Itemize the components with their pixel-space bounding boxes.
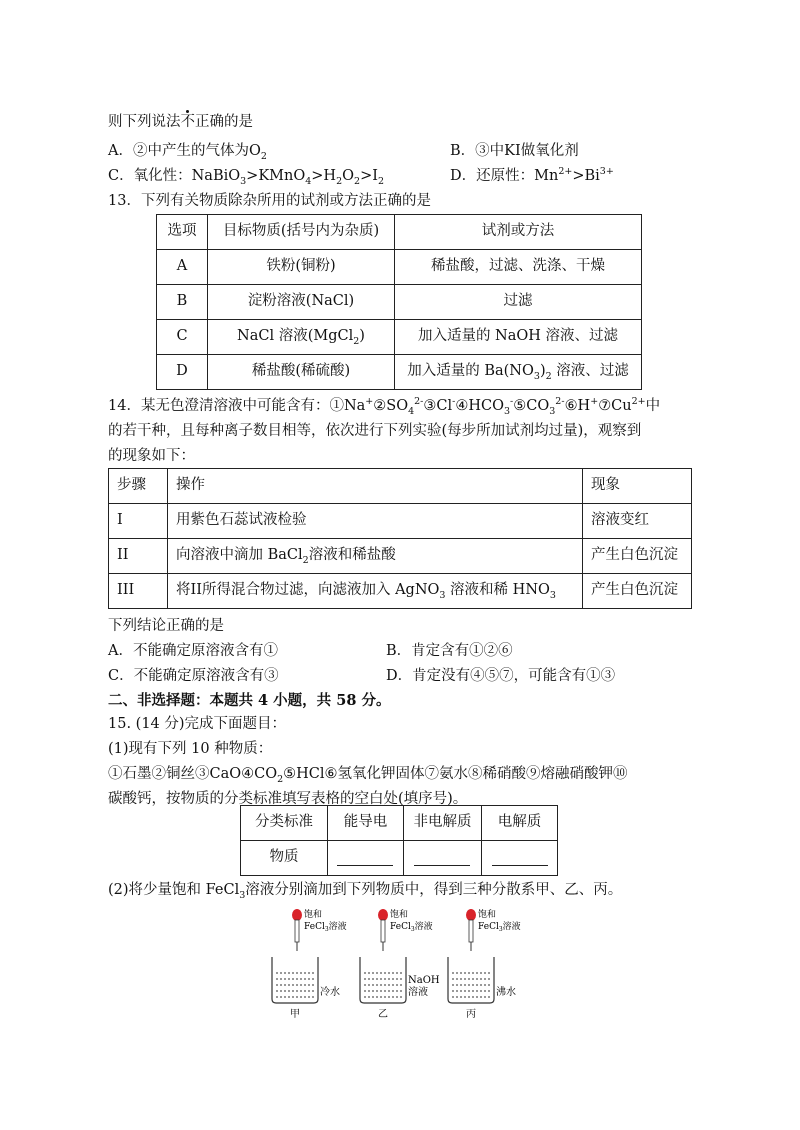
dropper-label-3a: 饱和 xyxy=(478,910,497,920)
table-row: I 用紫色石蕊试液检验 溶液变红 xyxy=(109,504,692,539)
section-heading: 二、非选择题：本题共 4 小题，共 58 分。 xyxy=(108,692,391,709)
q14-stem-line2: 的若干种，且每种离子数目相等，依次进行下列实验(每步所加试剂均过量)，观察到 xyxy=(108,423,642,439)
q12-option-b: B．③中KI做氧化剂 xyxy=(450,143,579,159)
dropper-2 xyxy=(378,909,388,951)
answer-blank-conductive[interactable] xyxy=(328,841,404,876)
q13-header-target: 目标物质(括号内为杂质) xyxy=(208,215,395,250)
q15-list-line2: 碳酸钙，按物质的分类标准填写表格的空白处(填序号)。 xyxy=(108,791,468,807)
q14-conclusion: 下列结论正确的是 xyxy=(108,618,224,634)
table-row: A 铁粉(铜粉) 稀盐酸，过滤、洗涤、干燥 xyxy=(157,250,642,285)
dropper-1 xyxy=(292,909,302,951)
q14-header-step: 步骤 xyxy=(109,469,168,504)
q15-header-conductive: 能导电 xyxy=(328,806,404,841)
table-row: II 向溶液中滴加 BaCl$_2$溶液和稀盐酸 产生白色沉淀 xyxy=(109,539,692,574)
q15-header-nonelectrolyte: 非电解质 xyxy=(403,806,481,841)
table-row: B 淀粉溶液(NaCl) 过滤 xyxy=(157,285,642,320)
q14-table xyxy=(108,468,692,609)
dropper-3 xyxy=(466,909,476,951)
answer-blank-nonelectrolyte[interactable] xyxy=(403,841,481,876)
q14-header-result: 现象 xyxy=(583,469,692,504)
table-row: D 稀盐酸(稀硫酸) 加入适量的 $Ba(NO_3)_2$ 溶液、过滤 xyxy=(157,355,642,390)
q14-option-a: A．不能确定原溶液含有① xyxy=(108,643,278,659)
q15-table xyxy=(240,805,558,876)
q14-header-operation: 操作 xyxy=(168,469,583,504)
table-row: III 将II所得混合物过滤，向滤液加入 AgNO$_3$ 溶液和稀 $HNO_3$ 产生白色沉淀 xyxy=(109,574,692,609)
beaker-1-name: 甲 xyxy=(290,1009,300,1020)
q12-prompt: 则下列说法不正确的是 xyxy=(108,114,253,130)
beaker-1 xyxy=(272,957,318,1003)
q13-header-option: 选项 xyxy=(157,215,208,250)
q15-stem: 15. (14 分)完成下面题目： xyxy=(108,716,287,732)
q13-stem: 13．下列有关物质除杂所用的试剂或方法正确的是 xyxy=(108,193,431,209)
dropper-label-3b: FeCl$_3$溶液 xyxy=(478,922,521,933)
q13-header-method: 试剂或方法 xyxy=(395,215,642,250)
q12-option-d: D．还原性：$Mn^{2+}>Bi^{3+}$ xyxy=(450,166,614,184)
beaker-1-liquid: 冷水 xyxy=(320,987,340,998)
beaker-2-liquid-b: 溶液 xyxy=(408,987,428,998)
q14-stem-line1: 14．某无色澄清溶液中可能含有：$①Na^+②SO_4^{2-}③Cl^-④HCO_3^-⑤CO_3^{2-}⑥H^+⑦Cu^{2+}$中 xyxy=(108,396,661,417)
answer-blank-electrolyte[interactable] xyxy=(482,841,558,876)
q15-header-standard: 分类标准 xyxy=(241,806,328,841)
q15-list-line1: ①石墨②铜丝$③CaO④CO_2⑤HCl⑥$氢氧化钾固体⑦氨水⑧稀硝酸⑨熔融硝酸钾⑩ xyxy=(108,766,628,785)
q14-stem-line3: 的现象如下： xyxy=(108,448,195,464)
dropper-label-2b: FeCl$_3$溶液 xyxy=(390,922,433,933)
q14-option-c: C．不能确定原溶液含有③ xyxy=(108,668,279,684)
dropper-label-2a: 饱和 xyxy=(390,910,409,920)
dispersion-figure xyxy=(260,905,540,1020)
emphasis-char: 不 xyxy=(180,114,195,130)
q12-option-c: C．氧化性：$NaBiO_3>KMnO_4>H_2O_2>I_2$ xyxy=(108,168,384,187)
beaker-2 xyxy=(360,957,406,1003)
q14-option-d: D．肯定没有④⑤⑦，可能含有①③ xyxy=(386,668,616,684)
q15-part2: (2)将少量饱和 FeCl$_3$溶液分别滴加到下列物质中，得到三种分散系甲、乙、丙。 xyxy=(108,882,623,901)
beaker-3-liquid: 沸水 xyxy=(496,987,516,998)
beaker-2-liquid-a: NaOH xyxy=(408,975,440,986)
beaker-2-name: 乙 xyxy=(378,1009,388,1020)
table-row: C NaCl 溶液(MgCl$_2$) 加入适量的 NaOH 溶液、过滤 xyxy=(157,320,642,355)
dropper-label-1b: FeCl$_3$溶液 xyxy=(304,922,347,933)
dropper-label-1a: 饱和 xyxy=(304,910,323,920)
beaker-3-name: 丙 xyxy=(466,1009,476,1020)
q15-part1: (1)现有下列 10 种物质： xyxy=(108,741,273,757)
beaker-3 xyxy=(448,957,494,1003)
q12-option-a: A．②中产生的气体为$O_2$ xyxy=(108,143,267,162)
table-row: 物质 xyxy=(241,841,558,876)
q15-header-electrolyte: 电解质 xyxy=(482,806,558,841)
q13-table xyxy=(156,214,642,390)
q14-option-b: B．肯定含有①②⑥ xyxy=(386,643,513,659)
